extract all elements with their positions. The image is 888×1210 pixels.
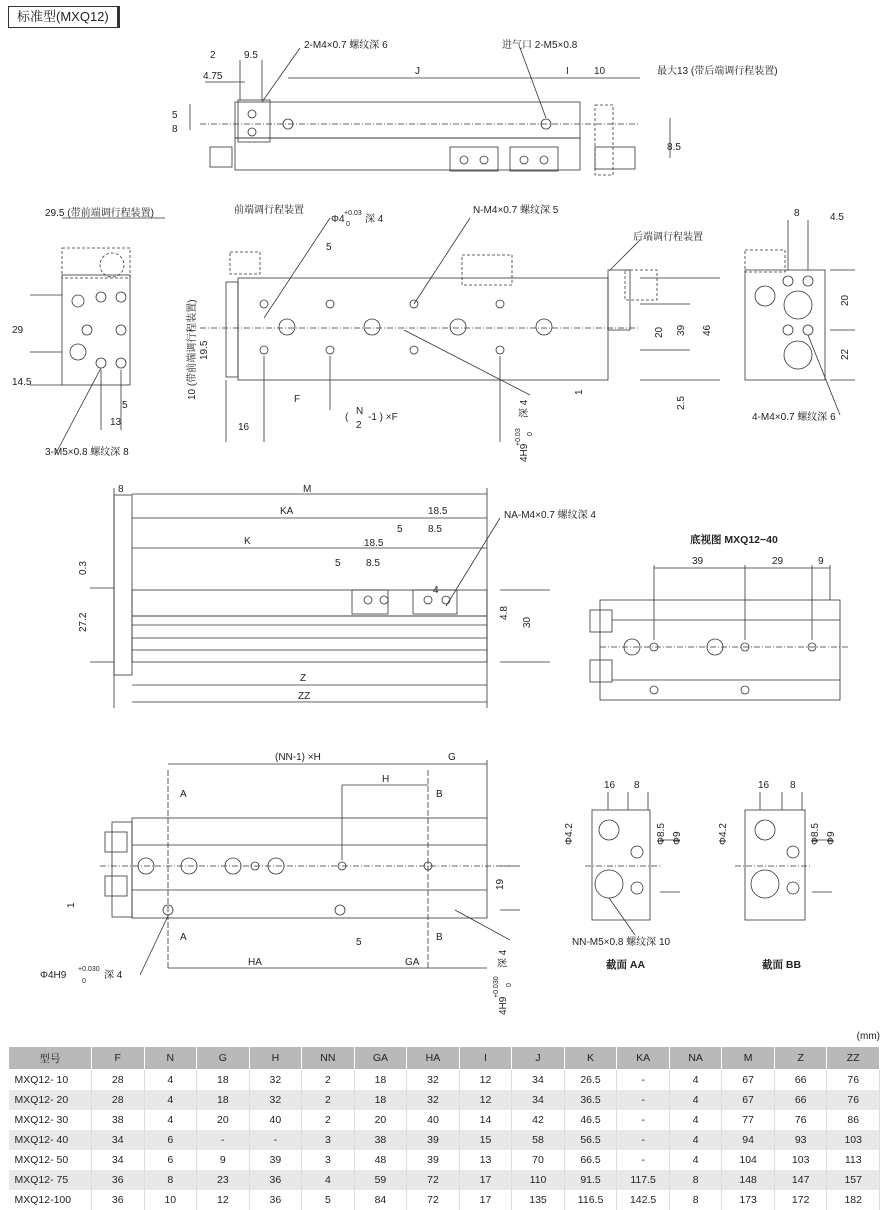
table-cell: 4 (669, 1110, 722, 1130)
table-cell: 40 (407, 1110, 460, 1130)
v5-dim-k: K (244, 536, 251, 547)
table-row (9, 1130, 880, 1150)
v7-section-a-bottom: A (180, 932, 187, 943)
table-cell: 58 (512, 1130, 565, 1150)
table-row (9, 1070, 880, 1091)
v7-h9-depth: 深 4 (497, 949, 509, 968)
v1-dim-2: 2 (210, 50, 216, 61)
v7-section-b-bottom: B (436, 932, 443, 943)
v3-phi: Φ4 (331, 214, 345, 225)
v5-dim-5a: 5 (397, 524, 403, 535)
v3-front-adj: 前端调行程装置 (234, 203, 304, 216)
table-cell: 10 (144, 1190, 197, 1210)
v7-dim-19: 19 (495, 878, 506, 890)
table-cell: 148 (722, 1170, 775, 1190)
v3-dim-16: 16 (238, 422, 250, 433)
table-header-cell: HA (407, 1047, 460, 1070)
table-cell: MXQ12- 75 (9, 1170, 92, 1190)
table-row (9, 1170, 880, 1190)
table-cell: 18 (197, 1070, 250, 1091)
table-cell: 36.5 (564, 1090, 617, 1110)
table-cell: 20 (197, 1110, 250, 1130)
table-cell: 26.5 (564, 1070, 617, 1091)
table-cell: 76 (827, 1090, 880, 1110)
v3-dim-1: 1 (574, 389, 585, 395)
table-header-cell: Z (774, 1047, 827, 1070)
table-header-cell: KA (617, 1047, 670, 1070)
table-cell: 3 (302, 1150, 355, 1170)
v7-section-b-top: B (436, 789, 443, 800)
v1-dim-4-75: 4.75 (203, 71, 223, 82)
v2-dim-29: 29 (12, 325, 24, 336)
v7-depth: 深 4 (104, 969, 123, 981)
table-cell: 72 (407, 1190, 460, 1210)
table-cell: 14 (459, 1110, 512, 1130)
v5-dim-18-5a: 18.5 (428, 506, 448, 517)
table-cell: 4 (302, 1170, 355, 1190)
table-header-cell: N (144, 1047, 197, 1070)
table-cell: 94 (722, 1130, 775, 1150)
table-cell: 48 (354, 1150, 407, 1170)
v4-dim-22: 22 (840, 348, 851, 360)
v3-formula-open: ( (345, 412, 349, 423)
v1-port-note: 进气口 2-M5×0.8 (502, 38, 578, 51)
v7-dim-nnh: (NN-1) ×H (275, 752, 321, 763)
table-header-cell: M (722, 1047, 775, 1070)
v5-dim-8: 8 (118, 484, 124, 495)
table-cell: 34 (92, 1150, 145, 1170)
table-cell: 36 (249, 1170, 302, 1190)
section-aa (585, 792, 680, 935)
table-header-cell: F (92, 1047, 145, 1070)
sa-dim-8: 8 (634, 780, 640, 791)
table-cell: 12 (459, 1090, 512, 1110)
table-cell: 56.5 (564, 1130, 617, 1150)
table-cell: 39 (407, 1130, 460, 1150)
v7-h9-tol: +0.030 (493, 976, 500, 998)
table-cell: 4 (669, 1090, 722, 1110)
v1-dim-8-5: 8.5 (667, 142, 681, 153)
v3-h9-depth: 深 4 (518, 399, 530, 418)
table-cell: 135 (512, 1190, 565, 1210)
table-cell: 46.5 (564, 1110, 617, 1130)
table-cell: 28 (92, 1090, 145, 1110)
v3-dim-2-5: 2.5 (676, 396, 687, 410)
v3-h9: 4H9 (519, 443, 530, 462)
table-header-cell: NA (669, 1047, 722, 1070)
v3-rear-adj: 后端调行程装置 (633, 230, 703, 243)
table-cell: 110 (512, 1170, 565, 1190)
table-header-cell: ZZ (827, 1047, 880, 1070)
table-cell: 8 (669, 1170, 722, 1190)
table-cell: 104 (722, 1150, 775, 1170)
table-cell: 23 (197, 1170, 250, 1190)
table-header-cell: NN (302, 1047, 355, 1070)
v1-dim-j: J (415, 66, 420, 77)
sa-phi-4-2: Φ4.2 (564, 823, 575, 845)
table-cell: 32 (249, 1070, 302, 1091)
v7-phi-tol0: 0 (82, 978, 86, 985)
table-cell: 42 (512, 1110, 565, 1130)
table-cell: MXQ12- 20 (9, 1090, 92, 1110)
v4-dim-20: 20 (840, 294, 851, 306)
table-header-cell: J (512, 1047, 565, 1070)
table-cell: 66 (774, 1090, 827, 1110)
table-cell: 8 (669, 1190, 722, 1210)
page-title: 标准型(MXQ12) (8, 6, 120, 28)
table-cell: 6 (144, 1130, 197, 1150)
v5-dim-30: 30 (522, 616, 533, 628)
v3-dim-46: 46 (702, 324, 713, 336)
v3-dim-19-5: 19.5 (199, 340, 210, 360)
table-cell: 2 (302, 1090, 355, 1110)
table-header-cell: I (459, 1047, 512, 1070)
v2-dim-5: 5 (122, 400, 128, 411)
table-cell: 91.5 (564, 1170, 617, 1190)
v7-phi: Φ4H9 (40, 970, 67, 981)
table-header-cell: K (564, 1047, 617, 1070)
table-cell: 70 (512, 1150, 565, 1170)
table-cell: 39 (249, 1150, 302, 1170)
v3-formula-2: 2 (356, 420, 362, 431)
table-cell: 36 (249, 1190, 302, 1210)
table-cell: 117.5 (617, 1170, 670, 1190)
table-cell: 32 (407, 1070, 460, 1091)
table-cell: 84 (354, 1190, 407, 1210)
table-cell: 8 (144, 1170, 197, 1190)
table-cell: MXQ12- 50 (9, 1150, 92, 1170)
v7-phi-tol: +0.030 (78, 966, 100, 973)
table-cell: 59 (354, 1170, 407, 1190)
v5-dim-zz: ZZ (298, 691, 310, 702)
v2-dim-13: 13 (110, 417, 122, 428)
table-cell: 6 (144, 1150, 197, 1170)
table-cell: 4 (144, 1090, 197, 1110)
table-cell: 116.5 (564, 1190, 617, 1210)
v2-thread-note: 3-M5×0.8 螺纹深 8 (45, 445, 129, 458)
table-row (9, 1110, 880, 1130)
table-cell: 36 (92, 1190, 145, 1210)
v5-dim-z: Z (300, 673, 306, 684)
sb-phi-9: Φ9 (826, 831, 837, 845)
v5-dim-8-5b: 8.5 (366, 558, 380, 569)
table-cell: - (249, 1130, 302, 1150)
sb-phi-4-2: Φ4.2 (718, 823, 729, 845)
v3-depth: 深 4 (365, 213, 384, 225)
view-right-end (745, 220, 855, 415)
table-row (9, 1150, 880, 1170)
view-plan (200, 218, 720, 442)
view-side (90, 488, 550, 708)
v1-dim-i: I (566, 66, 569, 77)
table-cell: 182 (827, 1190, 880, 1210)
table-header-cell: H (249, 1047, 302, 1070)
table-cell: 4 (669, 1130, 722, 1150)
v3-n-thread: N-M4×0.7 螺纹深 5 (473, 203, 559, 216)
v1-max13: 最大13 (带后端调行程装置) (657, 64, 778, 77)
v4-dim-8: 8 (794, 208, 800, 219)
table-cell: 147 (774, 1170, 827, 1190)
sa-phi-9: Φ9 (672, 831, 683, 845)
table-cell: 17 (459, 1190, 512, 1210)
v5-na-thread: NA-M4×0.7 螺纹深 4 (504, 508, 596, 521)
table-cell: 28 (92, 1070, 145, 1091)
table-cell: MXQ12- 30 (9, 1110, 92, 1130)
v3-side-note: 10 (带前端调行程装置) (185, 299, 198, 400)
view-lower (100, 760, 520, 975)
spec-table (8, 1046, 880, 1210)
table-cell: - (617, 1110, 670, 1130)
sa-thread-note: NN-M5×0.8 螺纹深 10 (572, 935, 671, 948)
table-body (9, 1070, 880, 1210)
v6-caption: 底视图 MXQ12−40 (690, 533, 778, 546)
sa-phi-8-5: Φ8.5 (656, 823, 667, 845)
table-cell: 12 (197, 1190, 250, 1210)
table-cell: 40 (249, 1110, 302, 1130)
v5-dim-27-2: 27.2 (78, 612, 89, 632)
v3-formula-n: N (356, 406, 363, 417)
table-cell: - (617, 1130, 670, 1150)
v1-dim-9-5: 9.5 (244, 50, 258, 61)
table-cell: MXQ12-100 (9, 1190, 92, 1210)
v5-dim-8-5a: 8.5 (428, 524, 442, 535)
table-cell: 3 (302, 1130, 355, 1150)
table-cell: 103 (774, 1150, 827, 1170)
table-cell: - (617, 1150, 670, 1170)
table-cell: 142.5 (617, 1190, 670, 1210)
table-cell: 18 (354, 1070, 407, 1091)
v7-dim-g: G (448, 752, 456, 763)
table-cell: 4 (144, 1070, 197, 1091)
v3-dim-5: 5 (326, 242, 332, 253)
table-cell: 72 (407, 1170, 460, 1190)
table-cell: 66 (774, 1070, 827, 1091)
table-cell: 15 (459, 1130, 512, 1150)
v5-dim-18-5b: 18.5 (364, 538, 384, 549)
table-cell: 67 (722, 1090, 775, 1110)
table-cell: 67 (722, 1070, 775, 1091)
v6-dim-29: 29 (772, 556, 784, 567)
v3-phi-tol: +0.03 (344, 210, 362, 217)
v3-phi-tol0: 0 (346, 221, 350, 228)
v6-dim-39: 39 (692, 556, 704, 567)
v4-thread-note: 4-M4×0.7 螺纹深 6 (752, 410, 836, 423)
table-cell: 38 (354, 1130, 407, 1150)
table-cell: 66.5 (564, 1150, 617, 1170)
table-cell: 76 (827, 1070, 880, 1091)
v7-dim-h: H (382, 774, 389, 785)
table-cell: 4 (669, 1150, 722, 1170)
sb-dim-8: 8 (790, 780, 796, 791)
table-cell: 77 (722, 1110, 775, 1130)
v1-dim-5: 5 (172, 110, 178, 121)
v2-front-adj: 29.5 (带前端调行程装置) (45, 206, 154, 219)
v3-h9-tol0: 0 (527, 432, 534, 436)
v5-dim-5b: 5 (335, 558, 341, 569)
table-cell: 9 (197, 1150, 250, 1170)
table-cell: - (197, 1130, 250, 1150)
view-left-end (30, 218, 165, 455)
table-cell: 36 (92, 1170, 145, 1190)
sb-phi-8-5: Φ8.5 (810, 823, 821, 845)
table-cell: 18 (197, 1090, 250, 1110)
table-header-cell: 型号 (9, 1047, 92, 1070)
v7-dim-5: 5 (356, 937, 362, 948)
v7-h9: 4H9 (498, 996, 509, 1015)
v7-dim-ga: GA (405, 957, 420, 968)
v2-dim-14-5: 14.5 (12, 377, 32, 388)
v5-dim-m: M (303, 484, 311, 495)
table-cell: 4 (144, 1110, 197, 1130)
table-cell: 86 (827, 1110, 880, 1130)
table-cell: 2 (302, 1110, 355, 1130)
table-cell: 172 (774, 1190, 827, 1210)
v5-dim-ka: KA (280, 506, 294, 517)
v5-dim-0-3: 0.3 (78, 561, 89, 575)
v1-thread-note: 2-M4×0.7 螺纹深 6 (304, 38, 388, 51)
v6-dim-9: 9 (818, 556, 824, 567)
table-header-cell: G (197, 1047, 250, 1070)
table-cell: 93 (774, 1130, 827, 1150)
sa-caption: 截面 AA (606, 958, 645, 971)
sb-caption: 截面 BB (762, 958, 801, 971)
table-row (9, 1190, 880, 1210)
v3-formula-rest: -1 ) ×F (368, 412, 398, 423)
table-cell: - (617, 1090, 670, 1110)
sa-dim-16: 16 (604, 780, 616, 791)
table-cell: 103 (827, 1130, 880, 1150)
table-cell: 38 (92, 1110, 145, 1130)
table-cell: 2 (302, 1070, 355, 1091)
view-bottom (590, 565, 850, 700)
table-cell: 5 (302, 1190, 355, 1210)
table-cell: 39 (407, 1150, 460, 1170)
v5-dim-4: 4 (433, 585, 439, 596)
table-cell: 13 (459, 1150, 512, 1170)
table-cell: 173 (722, 1190, 775, 1210)
table-row (9, 1090, 880, 1110)
v7-section-a-top: A (180, 789, 187, 800)
table-cell: 18 (354, 1090, 407, 1110)
table-cell: 157 (827, 1170, 880, 1190)
table-cell: 34 (92, 1130, 145, 1150)
table-cell: 34 (512, 1090, 565, 1110)
table-cell: 32 (249, 1090, 302, 1110)
v3-h9-tol: +0.03 (515, 428, 522, 446)
table-cell: MXQ12- 40 (9, 1130, 92, 1150)
table-header-cell: GA (354, 1047, 407, 1070)
v1-dim-10: 10 (594, 66, 606, 77)
sb-dim-16: 16 (758, 780, 770, 791)
v1-dim-8: 8 (172, 124, 178, 135)
table-header-row (9, 1047, 880, 1070)
table-cell: 17 (459, 1170, 512, 1190)
table-cell: 20 (354, 1110, 407, 1130)
table-cell: MXQ12- 10 (9, 1070, 92, 1091)
v3-dim-20: 20 (654, 326, 665, 338)
table-cell: 113 (827, 1150, 880, 1170)
table-cell: 34 (512, 1070, 565, 1091)
v7-h9-tol0: 0 (506, 983, 513, 987)
table-cell: 32 (407, 1090, 460, 1110)
table-cell: 12 (459, 1070, 512, 1091)
v4-dim-4-5: 4.5 (830, 212, 844, 223)
v3-dim-f: F (294, 394, 300, 405)
table-cell: 76 (774, 1110, 827, 1130)
table-cell: 4 (669, 1070, 722, 1091)
v5-dim-4-8: 4.8 (499, 606, 510, 620)
section-bb (735, 792, 832, 920)
unit-label: (mm) (857, 1031, 880, 1042)
v3-dim-39: 39 (676, 324, 687, 336)
table-cell: - (617, 1070, 670, 1091)
v7-dim-1: 1 (66, 902, 77, 908)
v7-dim-ha: HA (248, 957, 262, 968)
